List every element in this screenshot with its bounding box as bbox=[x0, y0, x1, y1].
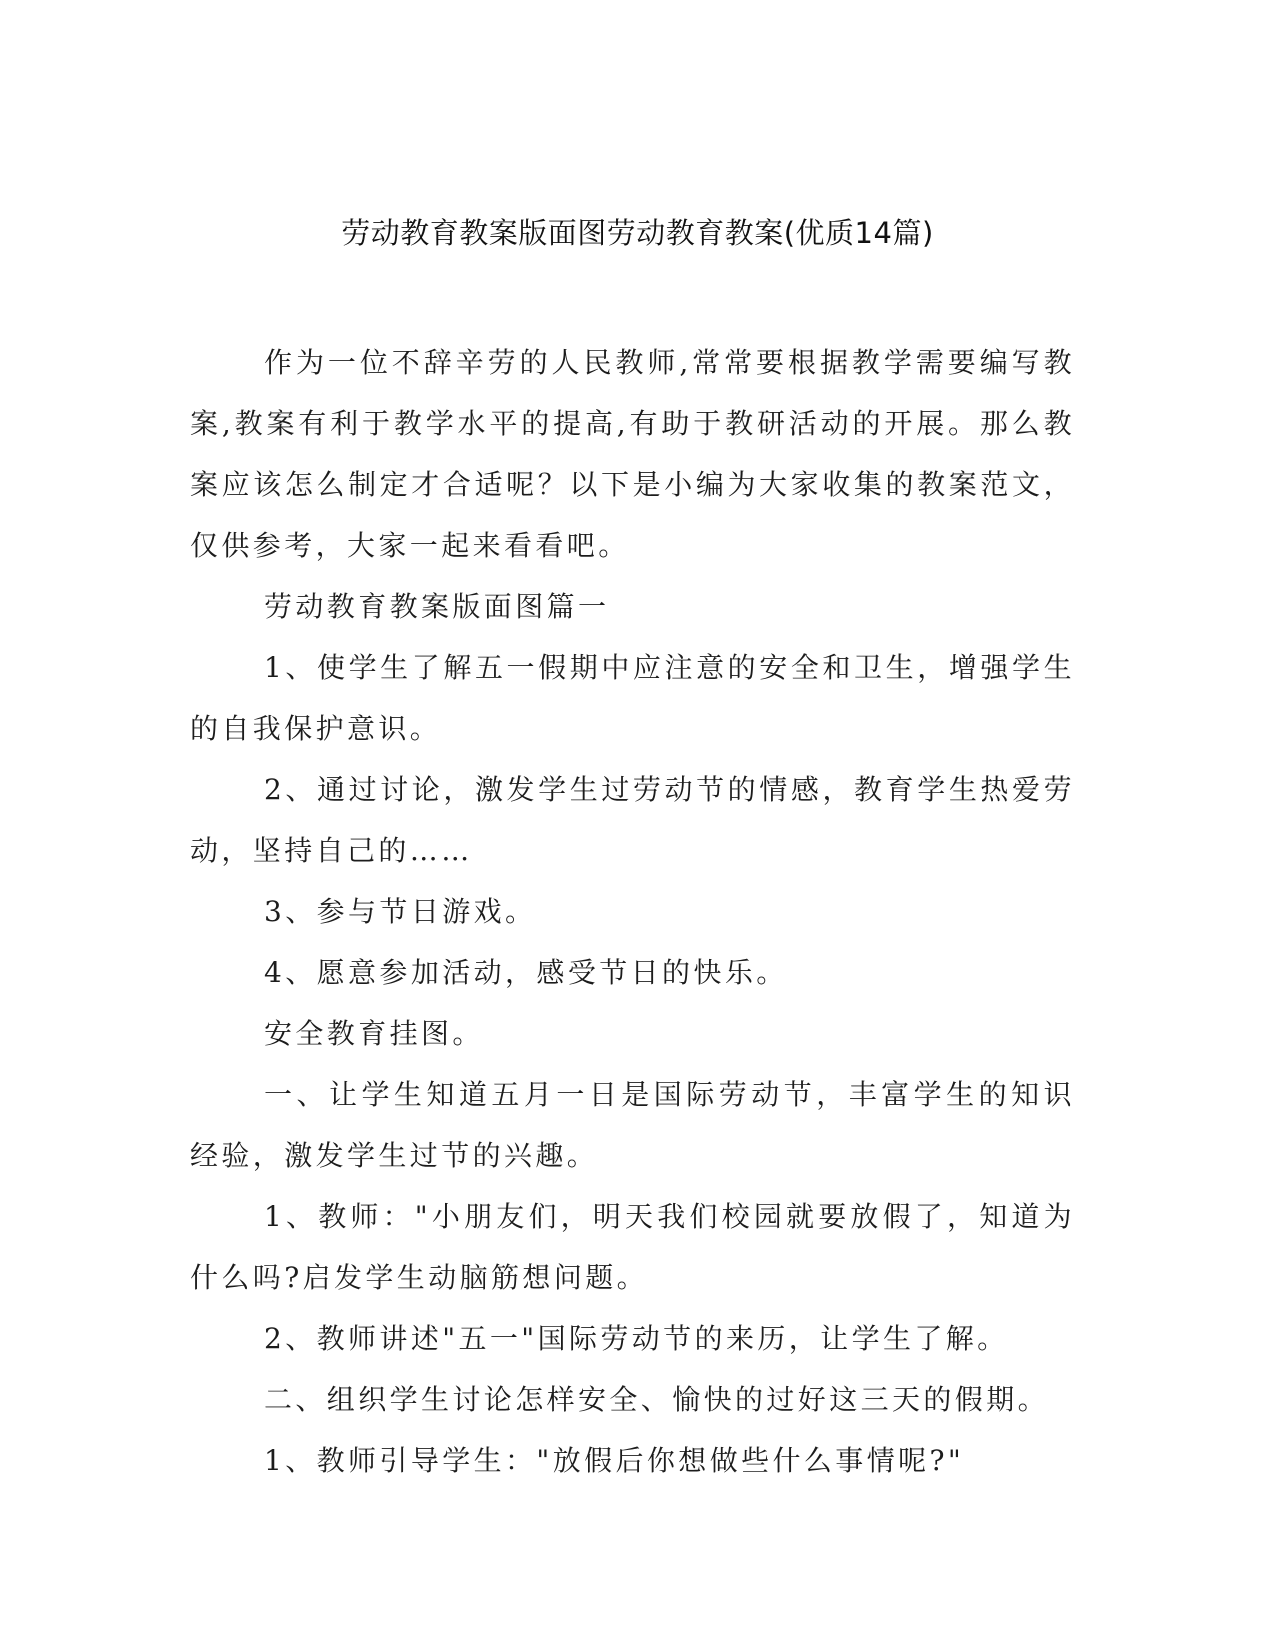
body-paragraph: 1、使学生了解五一假期中应注意的安全和卫生，增强学生的自我保护意识。 bbox=[190, 651, 1075, 745]
body-paragraph: 一、让学生知道五月一日是国际劳动节，丰富学生的知识经验，激发学生过节的兴趣。 bbox=[190, 1078, 1075, 1172]
body-paragraph: 安全教育挂图。 bbox=[264, 1017, 484, 1050]
section-heading: 劳动教育教案版面图篇一 bbox=[264, 590, 610, 623]
body-paragraph: 2、通过讨论，激发学生过劳动节的情感，教育学生热爱劳动，坚持自己的…… bbox=[190, 773, 1075, 867]
body-paragraph: 2、教师讲述"五一"国际劳动节的来历，让学生了解。 bbox=[264, 1322, 1009, 1355]
body-paragraph: 4、愿意参加活动，感受节日的快乐。 bbox=[264, 956, 788, 989]
body-paragraph: 二、组织学生讨论怎样安全、愉快的过好这三天的假期。 bbox=[264, 1383, 1050, 1416]
body-paragraph: 1、教师引导学生："放假后你想做些什么事情呢?" bbox=[264, 1444, 965, 1477]
body-paragraph: 1、教师："小朋友们，明天我们校园就要放假了，知道为什么吗?启发学生动脑筋想问题。 bbox=[190, 1200, 1075, 1294]
document-title: 劳动教育教案版面图劳动教育教案(优质14篇) bbox=[341, 216, 934, 250]
intro-paragraph: 作为一位不辞辛劳的人民教师,常常要根据教学需要编写教案,教案有利于教学水平的提高,有助于教研活动的开展。那么教案应该怎么制定才合适呢？以下是小编为大家收集的教案范文，仅供参考，大家一起来看看吧。 bbox=[190, 346, 1075, 562]
document-body bbox=[190, 332, 1075, 1491]
body-paragraph: 3、参与节日游戏。 bbox=[264, 895, 537, 928]
